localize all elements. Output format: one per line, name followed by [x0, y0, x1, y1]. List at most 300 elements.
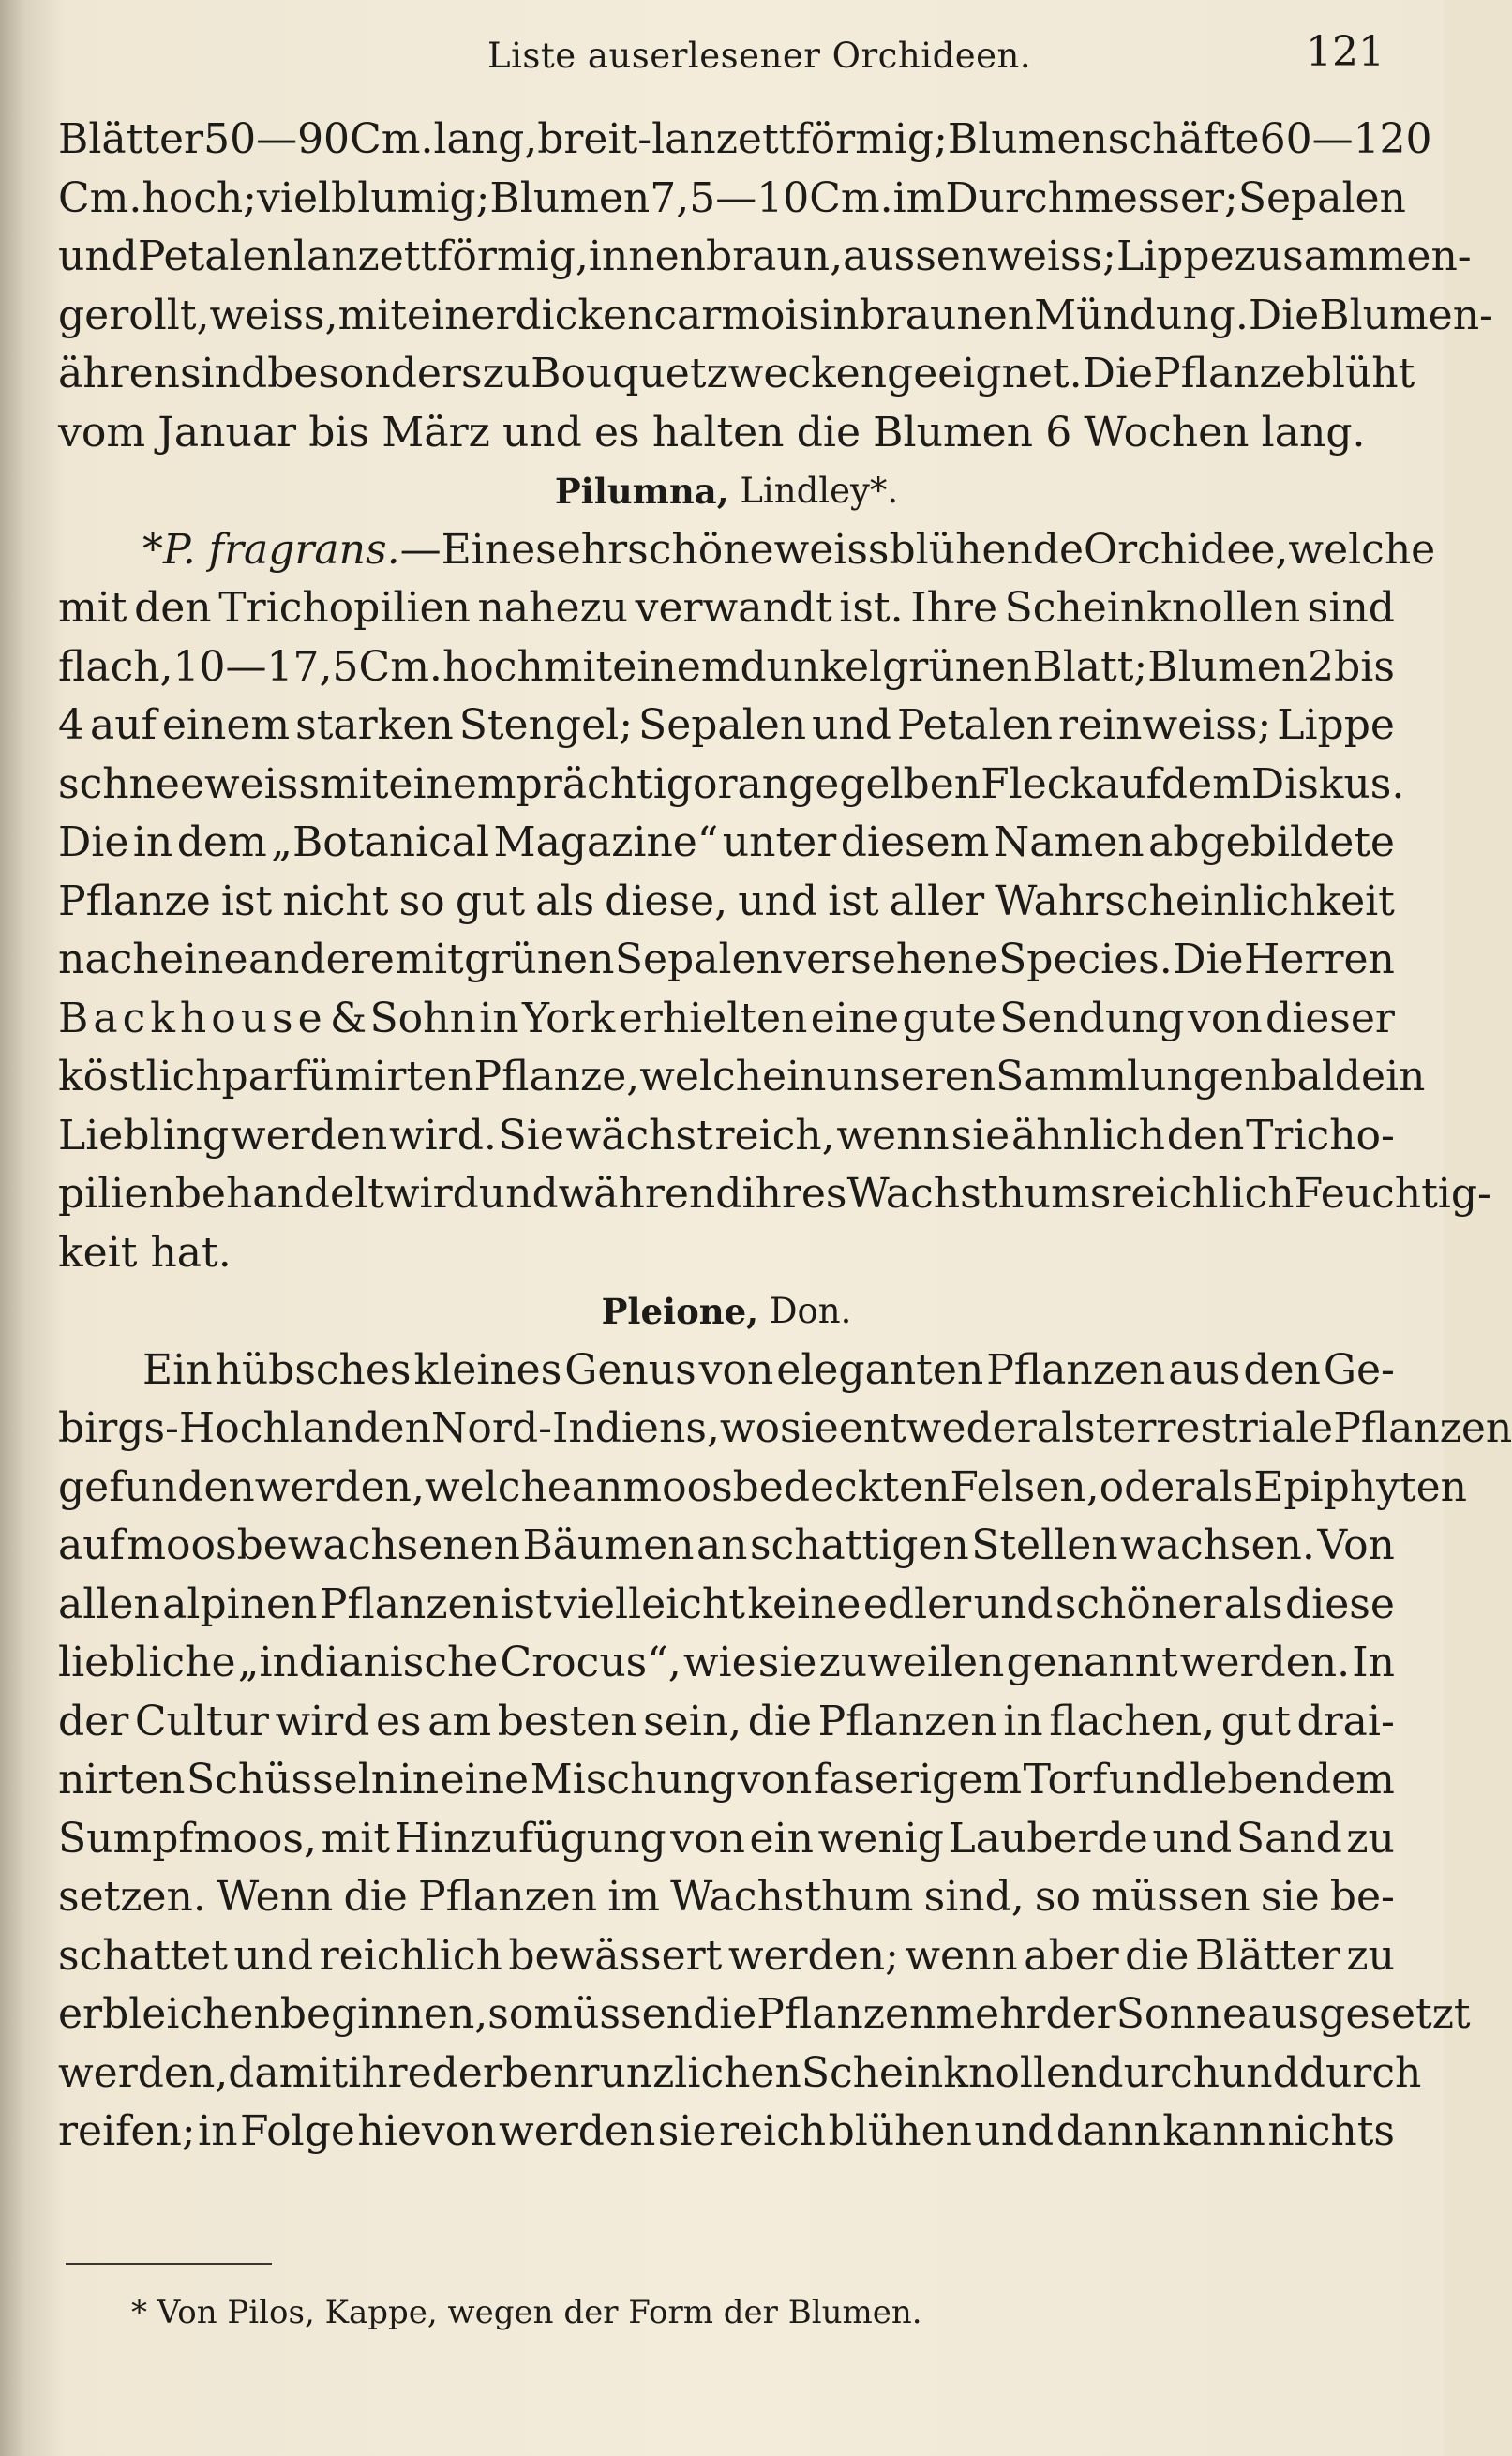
text-line: [58, 873, 1395, 932]
running-head: [0, 24, 1444, 90]
word: reichlich: [1111, 1170, 1295, 1218]
word: aber: [1024, 1931, 1119, 1980]
word: gefunden: [58, 1462, 255, 1511]
word: dem: [1160, 759, 1251, 808]
word: abgebildete: [1148, 818, 1395, 866]
word: wie: [682, 1639, 756, 1686]
word: wenn: [836, 1111, 950, 1160]
running-title: Liste auserlesener Orchideen.: [487, 36, 1032, 76]
text-line: [58, 521, 1436, 580]
text-line: [58, 345, 1415, 404]
word: von: [737, 1756, 813, 1804]
word: im: [607, 1873, 661, 1921]
word: Namen: [993, 818, 1145, 866]
word: Schüsseln: [187, 1756, 398, 1804]
word: ausgesetzt: [1247, 1990, 1471, 2038]
word: dunkelgrünen: [740, 642, 1033, 691]
word: als: [1223, 1580, 1283, 1628]
text-line: [58, 1810, 1395, 1869]
word: damit: [228, 2048, 349, 2097]
word: 4: [58, 701, 84, 749]
word: Blumen-: [1319, 291, 1493, 339]
word: so: [487, 1990, 534, 2038]
word: einem: [161, 701, 291, 749]
word: ähnlich: [1010, 1111, 1166, 1160]
word: versehene: [783, 936, 998, 983]
word: Sepalen: [614, 936, 783, 983]
word: zu: [1346, 1814, 1395, 1863]
word: mit: [395, 936, 464, 983]
word: reinweiss;: [1058, 701, 1272, 749]
word: Lippe: [1115, 232, 1235, 280]
word: nirten: [58, 1756, 186, 1804]
text-line: [58, 1459, 1468, 1518]
word: prächtig: [516, 759, 693, 808]
word: behandelt: [174, 1170, 384, 1218]
word: schattigen: [749, 1521, 969, 1569]
word: werden: [230, 1111, 388, 1160]
word: weissblühende: [773, 525, 1085, 574]
word: Pflanze,: [473, 1053, 640, 1101]
word: köstlich: [58, 1053, 222, 1101]
word: welche: [1288, 525, 1436, 574]
text-line: [58, 1107, 1395, 1166]
word: sie: [1260, 1873, 1320, 1921]
word: grünen: [464, 936, 615, 983]
text-line: [58, 1341, 1395, 1400]
word: reifen;: [58, 2107, 196, 2155]
word: Sepalen: [638, 701, 807, 749]
word: ihre: [348, 2048, 432, 2097]
word: 6: [1045, 408, 1072, 457]
word: müssen: [1091, 1873, 1250, 1921]
genus-author: Don.: [769, 1291, 852, 1331]
text-line: [58, 1634, 1395, 1693]
word: es: [594, 408, 640, 457]
word: Cultur: [134, 1697, 269, 1745]
word: mehr: [936, 1990, 1046, 2038]
word: wachsen.: [1120, 1521, 1315, 1569]
text-line: [58, 111, 1432, 170]
text-line: [58, 1400, 1512, 1459]
word: sie: [657, 2107, 717, 2155]
word: den: [1243, 1345, 1321, 1394]
word: blüht: [1305, 350, 1415, 397]
text-line: [58, 2044, 1422, 2104]
word: März: [382, 408, 490, 457]
text-line: [58, 228, 1472, 287]
word: moosbewachsenen: [127, 1521, 521, 1569]
word: von: [698, 1345, 774, 1394]
word: Scheinknollen: [801, 2048, 1098, 2097]
text-line: [58, 170, 1406, 229]
word: Von: [1317, 1521, 1395, 1569]
word: Folge: [240, 2107, 355, 2155]
word: mit: [319, 759, 389, 808]
word: Blatt;: [1032, 642, 1148, 691]
word: die: [796, 408, 861, 457]
word: wird: [383, 1170, 479, 1218]
word: „indianische: [237, 1639, 499, 1686]
genus-name: Pleione,: [601, 1291, 759, 1332]
word: Wochen: [1084, 408, 1250, 457]
word: erbleichen: [58, 1990, 280, 2038]
word: bewässert: [508, 1931, 723, 1980]
word: sein,: [643, 1697, 742, 1745]
word: lebendem: [1190, 1756, 1395, 1804]
word: ihres: [741, 1170, 847, 1218]
word: allen: [58, 1580, 160, 1628]
word: nahezu: [477, 584, 629, 632]
word: aller: [889, 876, 985, 925]
word: und: [502, 408, 582, 457]
word: werden.: [1179, 1639, 1351, 1686]
text-line: [58, 638, 1395, 697]
word: zusammen-: [1234, 232, 1472, 280]
word: ist.: [839, 584, 904, 632]
word: 50—90: [203, 115, 351, 163]
word: keine: [747, 1580, 861, 1628]
word: pilien: [58, 1170, 175, 1218]
word: zu: [1346, 1931, 1395, 1980]
text-line: [58, 756, 1405, 815]
word: schneeweiss: [58, 759, 320, 808]
word: wo: [719, 1404, 781, 1452]
word: so: [398, 876, 445, 925]
word: den: [1166, 1111, 1245, 1160]
word: Blätter: [58, 115, 204, 163]
word: erhielten: [618, 994, 808, 1042]
word: eine: [159, 936, 248, 983]
word: als: [1036, 1404, 1096, 1452]
word: Lauberde: [948, 1814, 1148, 1863]
word: hübsches: [215, 1345, 412, 1394]
word: Trichopilien: [218, 584, 471, 632]
text-line: [58, 814, 1395, 873]
word: birgs-Hochlanden: [58, 1404, 431, 1452]
word: Pflanzen: [319, 1580, 499, 1628]
word: Sand: [1235, 1814, 1342, 1863]
word: und: [1152, 1814, 1233, 1863]
word: Pflanzen: [1333, 1404, 1512, 1452]
word: Wenn: [217, 1873, 334, 1921]
word: Feuchtig-: [1294, 1170, 1491, 1218]
word: Pflanze: [58, 876, 211, 925]
word: breit-lanzettförmig;: [537, 115, 948, 163]
genus-author: Lindley*.: [740, 471, 899, 511]
word: in: [398, 1756, 440, 1804]
word: aussen: [843, 232, 988, 280]
word: Mischung: [530, 1756, 737, 1804]
word: aus: [1168, 1345, 1241, 1394]
word: ist: [828, 876, 879, 925]
word: Ge-: [1323, 1345, 1395, 1394]
text-line: [58, 2103, 1395, 2162]
word: Scheinknollen: [1004, 584, 1301, 632]
word: geeignet.: [887, 350, 1083, 397]
text-line: [58, 1751, 1395, 1810]
word: starken: [295, 701, 454, 749]
word: terrestriale: [1095, 1404, 1334, 1452]
word: alpinen: [162, 1580, 318, 1628]
word: Blätter: [1194, 1931, 1340, 1980]
word: werden: [499, 2107, 656, 2155]
word: als: [535, 876, 595, 925]
word: Sammlungen: [996, 1053, 1271, 1101]
word: Backhouse: [58, 994, 327, 1042]
word: innen: [588, 232, 706, 280]
word: lang.: [1261, 408, 1366, 457]
word: in: [786, 1053, 827, 1101]
word: schöne: [627, 525, 774, 574]
text-line: [58, 1224, 1395, 1283]
word: 7,5—10: [650, 173, 810, 222]
word: werden,: [254, 1462, 425, 1511]
word: von: [670, 1814, 745, 1863]
word: Felsen,: [950, 1462, 1100, 1511]
word: dem: [176, 818, 267, 866]
word: kleines: [413, 1345, 562, 1394]
word: besonders: [267, 350, 483, 397]
word: es: [376, 1697, 422, 1745]
word: flach,: [58, 642, 173, 691]
word: halten: [651, 408, 785, 457]
word: so: [1034, 1873, 1081, 1921]
text-line: [58, 404, 1395, 463]
word: Magazine“: [493, 818, 719, 866]
word: einer: [406, 291, 516, 339]
word: auf: [58, 1521, 125, 1569]
word: sind: [179, 350, 268, 397]
word: Eine: [441, 525, 536, 574]
word: Species.: [998, 936, 1173, 983]
text-line: [58, 579, 1395, 638]
word: schattet: [58, 1931, 228, 1980]
word: die: [747, 1697, 812, 1745]
word: sie: [757, 1639, 817, 1686]
word: Blumen: [1147, 642, 1309, 691]
word: eine: [440, 1756, 530, 1804]
word: nicht: [282, 876, 389, 925]
word: Pflanzen: [756, 1990, 936, 2038]
word: Cm.: [350, 115, 434, 163]
word: sehr: [535, 525, 628, 574]
word: Crocus“,: [500, 1639, 681, 1686]
word: Ein: [142, 1345, 213, 1394]
word: ist: [220, 876, 273, 925]
word: Pflanzen: [986, 1345, 1166, 1394]
word: Sepalen: [1237, 173, 1406, 222]
word: beginnen,: [279, 1990, 488, 2038]
word: während: [558, 1170, 742, 1218]
word: weiss;: [987, 232, 1116, 280]
word: als: [1194, 1462, 1254, 1511]
word: nach: [58, 936, 159, 983]
word: müssen: [533, 1990, 693, 2038]
word: die: [692, 1990, 757, 2038]
text-line: [58, 990, 1395, 1049]
word: Pflanzen: [817, 1697, 997, 1745]
word: Blumen: [873, 408, 1034, 457]
word: mit: [337, 291, 407, 339]
word: be-: [1329, 1873, 1395, 1921]
word: verwandt: [635, 584, 832, 632]
text-line: [58, 1576, 1395, 1635]
word: „Botanical: [271, 818, 490, 866]
word: zu: [482, 350, 531, 397]
word: runzlichen: [579, 2048, 801, 2097]
word: in: [132, 818, 173, 866]
word: und: [738, 876, 818, 925]
word: Sumpfmoos,: [58, 1814, 317, 1863]
word: Hinzufügung: [394, 1814, 666, 1863]
word: hoch: [442, 642, 544, 691]
body-text: [58, 111, 1512, 2162]
text-line: [58, 931, 1395, 990]
word: Herren: [1244, 936, 1395, 983]
text-line: [58, 1985, 1471, 2044]
word: Fleck: [981, 759, 1096, 808]
word: sind: [1307, 584, 1395, 632]
word: gut: [1220, 1697, 1291, 1745]
word: —: [399, 525, 442, 574]
word: faserigem: [813, 1756, 1023, 1804]
word: lang,: [433, 115, 538, 163]
word: York: [521, 994, 616, 1042]
word: ein: [749, 1814, 814, 1863]
word: andere: [247, 936, 395, 983]
word: bald: [1270, 1053, 1361, 1101]
word: der: [58, 1697, 129, 1745]
word: braun,: [705, 232, 844, 280]
word: 60—120: [1259, 115, 1432, 163]
word: Orchidee,: [1084, 525, 1289, 574]
word: in: [198, 2107, 238, 2155]
genus-heading-pilumna: [58, 462, 1395, 521]
word: im: [892, 173, 946, 222]
footnote: * Von Pilos, Kappe, wegen der Form der Blumen.: [131, 2294, 922, 2331]
word: durch: [1298, 2048, 1422, 2097]
word: an: [696, 1521, 748, 1569]
word: ähren: [58, 350, 180, 397]
word: die: [343, 1873, 408, 1921]
word: schöner: [1055, 1580, 1222, 1628]
word: Cm.: [358, 642, 442, 691]
word: welche: [424, 1462, 572, 1511]
text-line: [58, 1693, 1395, 1752]
word: bis: [1334, 642, 1395, 691]
word: mit: [321, 1814, 391, 1863]
word: blühen: [828, 2107, 972, 2155]
word: Wahrscheinlichkeit: [995, 876, 1395, 925]
word: auf: [90, 701, 157, 749]
word: Petalen: [137, 232, 293, 280]
word: derben: [431, 2048, 580, 2097]
word: zuweilen: [818, 1639, 1005, 1686]
word: Torf: [1023, 1756, 1108, 1804]
word: nichts: [1267, 2107, 1395, 2155]
text-line: [58, 696, 1395, 756]
word: besten: [497, 1697, 637, 1745]
word: Stellen: [971, 1521, 1118, 1569]
word: hoch;: [142, 173, 258, 222]
word: Wachsthums: [846, 1170, 1112, 1218]
word: Wachsthum: [670, 1873, 914, 1921]
word: Bäumen: [522, 1521, 695, 1569]
word: von: [1188, 994, 1263, 1042]
word: Diskus.: [1250, 759, 1405, 808]
page-number: 121: [1306, 28, 1385, 76]
word: und: [233, 1931, 314, 1980]
word: Cm.: [58, 173, 142, 222]
word: wird.: [388, 1111, 497, 1160]
word: Sohn: [369, 994, 476, 1042]
genus-name: Pilumna,: [554, 471, 729, 512]
footnote-rule: [66, 2263, 272, 2265]
word: reichlich: [319, 1931, 502, 1980]
word: diese: [1284, 1580, 1395, 1628]
word: ein: [1360, 1053, 1426, 1101]
word: welche: [639, 1053, 787, 1101]
word: *P. fragrans.: [142, 525, 400, 574]
word: liebliche: [58, 1639, 236, 1686]
word: sie: [780, 1404, 839, 1452]
word: und: [973, 1580, 1054, 1628]
word: eine: [810, 994, 900, 1042]
word: einem: [612, 642, 741, 691]
word: Blumenschäfte: [947, 115, 1260, 163]
text-line: [58, 1048, 1426, 1107]
word: wenig: [817, 1814, 944, 1863]
word: Pflanzen: [417, 1873, 598, 1921]
word: Die: [1173, 936, 1244, 983]
word: oder: [1099, 1462, 1195, 1511]
word: orangegelben: [692, 759, 981, 808]
word: Petalen: [896, 701, 1053, 749]
word: die: [1125, 1931, 1190, 1980]
word: carmoisinbraunen: [653, 291, 1035, 339]
word: keit hat.: [58, 1228, 232, 1277]
word: dieser: [1265, 994, 1395, 1042]
word: mit: [58, 584, 127, 632]
word: wenn: [905, 1931, 1018, 1980]
word: reich: [718, 2107, 827, 2155]
word: und: [1219, 2048, 1299, 2097]
word: einem: [388, 759, 516, 808]
word: und: [974, 2107, 1055, 2155]
word: dicken: [515, 291, 654, 339]
word: 2: [1308, 642, 1335, 691]
word: an: [571, 1462, 623, 1511]
word: Ihre: [910, 584, 997, 632]
genus-heading-pleione: [58, 1282, 1395, 1341]
word: sie: [951, 1111, 1010, 1160]
word: Lippe: [1277, 701, 1395, 749]
word: Die: [1082, 350, 1153, 397]
word: Die: [58, 818, 129, 866]
word: werden;: [727, 1931, 899, 1980]
word: unseren: [826, 1053, 996, 1101]
word: 10—17,5: [172, 642, 359, 691]
word: setzen.: [58, 1873, 206, 1921]
word: Stengel;: [458, 701, 634, 749]
word: reich,: [714, 1111, 835, 1160]
word: und: [1108, 1756, 1189, 1804]
word: eleganten: [776, 1345, 984, 1394]
word: sind,: [923, 1873, 1025, 1921]
word: flachen,: [1049, 1697, 1216, 1745]
word: unter: [722, 818, 837, 866]
